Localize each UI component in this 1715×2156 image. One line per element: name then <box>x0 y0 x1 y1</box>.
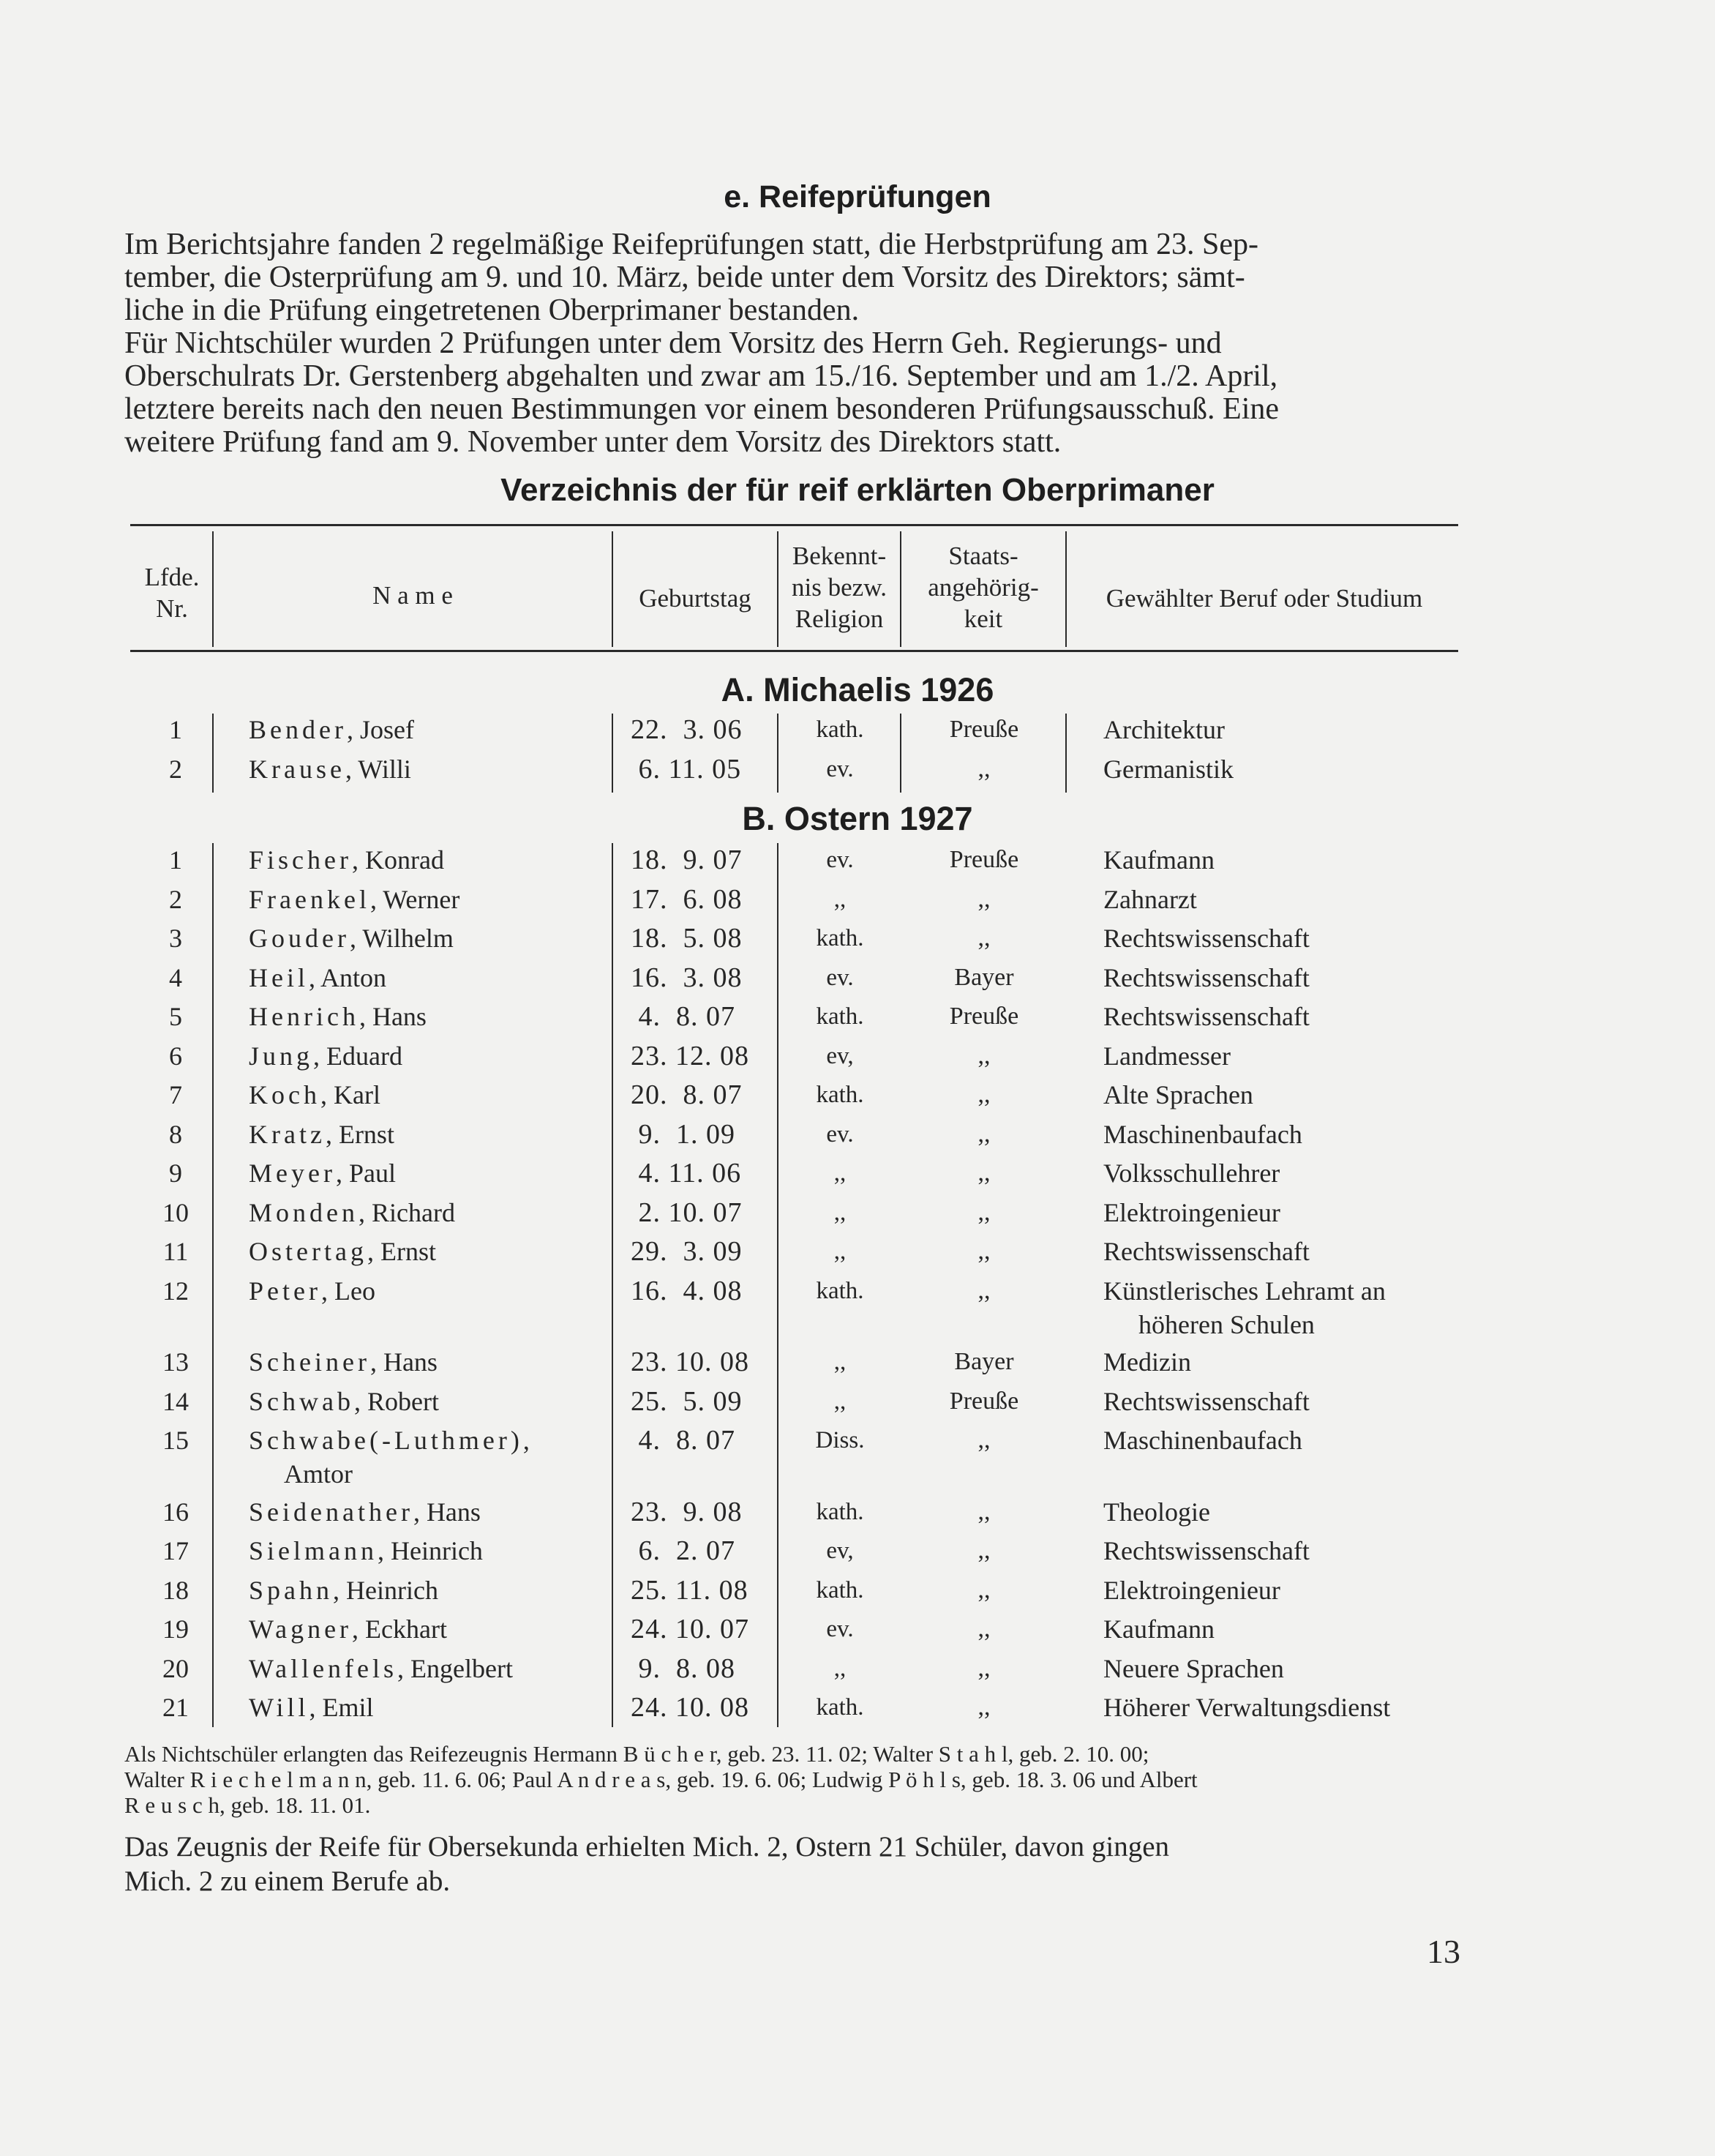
row-surname: Seidenather <box>249 1497 413 1527</box>
header-birthday: Geburtstag <box>639 584 751 613</box>
row-nationality: ,, <box>977 1497 991 1525</box>
row-surname: Henrich <box>249 1002 359 1031</box>
row-career: Germanistik <box>1103 755 1234 784</box>
row-religion: kath. <box>816 925 864 951</box>
row-name <box>249 1235 436 1268</box>
intro-line: tember, die Osterprüfung am 9. und 10. März, beide unter dem Vorsitz des Direktors; sämt- <box>124 261 1245 294</box>
row-career: Rechtswissenschaft <box>1103 1002 1310 1031</box>
row-given-name: , Eduard <box>313 1041 402 1071</box>
row-surname: Ostertag <box>249 1237 367 1266</box>
row-birthday: 4. 11. 06 <box>631 1158 742 1189</box>
row-career: Künstlerisches Lehramt an <box>1103 1276 1386 1306</box>
header-name: N a m e <box>372 581 453 610</box>
row-career: Alte Sprachen <box>1103 1080 1253 1109</box>
row-surname: Sielmann <box>249 1536 378 1565</box>
row-birthday: 20. 8. 07 <box>631 1079 743 1110</box>
row-religion: ev, <box>826 1538 854 1564</box>
row-career: Medizin <box>1103 1347 1191 1377</box>
row-name <box>249 844 444 876</box>
row-birthday: 9. 1. 09 <box>631 1118 735 1150</box>
row-surname: Jung <box>249 1041 314 1071</box>
row-name <box>249 962 386 994</box>
row-number: 21 <box>162 1693 189 1722</box>
row-number: 12 <box>162 1276 189 1306</box>
table-row <box>0 1346 1715 1385</box>
row-number: 1 <box>169 715 182 744</box>
row-number: 6 <box>169 1041 182 1071</box>
row-career: Rechtswissenschaft <box>1103 962 1310 992</box>
row-name <box>249 1691 374 1723</box>
row-surname: Fraenkel <box>249 884 370 914</box>
row-name <box>249 1652 513 1685</box>
row-birthday: 17. 6. 08 <box>631 883 743 915</box>
row-given-name: , Emil <box>309 1693 374 1722</box>
row-surname: Spahn <box>249 1575 333 1605</box>
row-birthday: 24. 10. 07 <box>631 1614 749 1644</box>
row-number: 15 <box>162 1426 189 1455</box>
header-religion-line: Religion <box>795 604 884 633</box>
row-nationality: Bayer <box>954 963 1014 991</box>
row-surname: Wagner <box>249 1614 353 1644</box>
row-religion: Diss. <box>815 1427 865 1453</box>
row-career: Neuere Sprachen <box>1103 1653 1284 1683</box>
row-name <box>249 1118 394 1150</box>
row-name <box>249 714 414 746</box>
row-name <box>249 1535 483 1567</box>
table-row <box>0 1496 1715 1535</box>
row-birthday: 22. 3. 06 <box>631 714 743 745</box>
row-name <box>249 1424 530 1456</box>
row-religion: ev, <box>826 1042 854 1069</box>
row-career: Maschinenbaufach <box>1103 1426 1302 1455</box>
row-birthday: 24. 10. 08 <box>631 1692 749 1723</box>
row-number: 20 <box>162 1653 189 1683</box>
row-birthday: 4. 8. 07 <box>631 1425 735 1456</box>
table-row <box>0 1118 1715 1158</box>
final-line: Mich. 2 zu einem Berufe ab. <box>124 1865 451 1897</box>
row-religion: kath. <box>816 1082 864 1108</box>
row-nationality: ,, <box>977 1120 991 1148</box>
row-religion: ,, <box>833 1655 847 1682</box>
table-row <box>0 1691 1715 1731</box>
row-name <box>249 1000 427 1033</box>
row-religion: ev. <box>826 1120 854 1148</box>
row-career: Landmesser <box>1103 1041 1231 1071</box>
row-career: Rechtswissenschaft <box>1103 1237 1310 1266</box>
row-nationality: Bayer <box>954 1348 1014 1375</box>
row-given-name: , Ernst <box>367 1237 436 1266</box>
intro-line: Für Nichtschüler wurden 2 Prüfungen unter dem Vorsitz des Herrn Geh. Regierungs- und <box>124 326 1222 360</box>
section-b-title: B. Ostern 1927 <box>742 800 973 837</box>
header-nationality-line: angehörig- <box>928 573 1039 602</box>
row-career: Rechtswissenschaft <box>1103 1536 1310 1565</box>
row-surname: Monden <box>249 1197 359 1227</box>
row-surname: Schwab <box>249 1386 354 1416</box>
row-surname: Scheiner <box>249 1347 370 1377</box>
row-name <box>249 1275 375 1307</box>
row-name <box>249 753 411 785</box>
row-religion: ,, <box>833 1160 847 1186</box>
final-paragraph <box>124 1830 1469 1898</box>
row-birthday: 4. 8. 07 <box>631 1001 735 1032</box>
row-nationality: ,, <box>977 1198 991 1226</box>
header-nationality-line: keit <box>964 604 1003 633</box>
row-religion: kath. <box>816 1576 864 1603</box>
row-number: 3 <box>169 924 182 953</box>
row-given-name: , Anton <box>308 962 386 992</box>
intro-paragraph <box>124 228 1469 459</box>
row-birthday: 18. 5. 08 <box>631 923 743 954</box>
row-religion: ev. <box>826 756 854 782</box>
row-birthday: 25. 5. 09 <box>631 1385 743 1417</box>
table-row <box>0 1275 1715 1339</box>
row-name <box>249 1385 439 1418</box>
row-given-name: , Ernst <box>325 1119 394 1149</box>
header-religion-line: nis bezw. <box>792 573 887 602</box>
row-religion: ev. <box>826 964 854 991</box>
row-religion: kath. <box>816 1498 864 1525</box>
row-career: Höherer Verwaltungsdienst <box>1103 1693 1391 1722</box>
footnote <box>124 1741 1469 1818</box>
row-surname: Peter <box>249 1276 321 1306</box>
row-nationality: ,, <box>977 1041 991 1069</box>
row-name <box>249 1197 455 1229</box>
row-surname: Will <box>249 1693 309 1722</box>
row-birthday: 16. 4. 08 <box>631 1275 743 1306</box>
row-surname: Gouder <box>249 924 350 953</box>
row-career-continued: höheren Schulen <box>1138 1309 1315 1339</box>
footnote-line: R e u s c h, geb. 18. 11. 01. <box>124 1792 371 1818</box>
row-number: 14 <box>162 1386 189 1416</box>
row-given-name: , Eckhart <box>352 1614 447 1644</box>
row-given-name: , Robert <box>353 1386 439 1416</box>
row-number: 18 <box>162 1575 189 1605</box>
table-row <box>0 1235 1715 1275</box>
row-number: 5 <box>169 1002 182 1031</box>
row-given-name: , Heinrich <box>377 1536 483 1565</box>
row-given-name: , Werner <box>369 884 460 914</box>
row-surname: Krause <box>249 755 345 784</box>
row-birthday: 23. 12. 08 <box>631 1040 749 1071</box>
row-nationality: ,, <box>977 1238 991 1265</box>
row-religion: kath. <box>816 1003 864 1030</box>
row-nationality: ,, <box>977 1537 991 1564</box>
intro-line: Im Berichtsjahre fanden 2 regelmäßige Reifeprüfungen statt, die Herbstprüfung am 23. Sep- <box>124 228 1259 261</box>
footnote-line: Walter R i e c h e l m a n n, geb. 11. 6. 06; Paul A n d r e a s, geb. 19. 6. 06; Ludwig P ö h l s, geb. 18. 3. 06 und Albert <box>124 1767 1198 1792</box>
row-nationality: ,, <box>977 1615 991 1642</box>
row-surname: Wallenfels <box>249 1653 398 1683</box>
row-religion: ev. <box>826 847 854 873</box>
row-career: Theologie <box>1103 1497 1210 1527</box>
table-row <box>0 1535 1715 1574</box>
row-name-continued: Amtor <box>284 1459 353 1489</box>
row-surname: Schwabe(-Luthmer) <box>249 1426 523 1455</box>
table-row <box>0 962 1715 1001</box>
table-row <box>0 1424 1715 1489</box>
row-number: 9 <box>169 1159 182 1188</box>
row-number: 19 <box>162 1614 189 1644</box>
row-surname: Bender <box>249 715 347 744</box>
row-name <box>249 1079 380 1111</box>
row-religion: kath. <box>816 1277 864 1304</box>
row-nationality: ,, <box>977 1159 991 1186</box>
table-row <box>0 1079 1715 1118</box>
row-number: 2 <box>169 884 182 914</box>
row-nationality: ,, <box>977 1693 991 1721</box>
row-birthday: 25. 11. 08 <box>631 1574 748 1606</box>
table-row <box>0 1652 1715 1692</box>
row-religion: kath. <box>816 1694 864 1721</box>
row-nationality: ,, <box>977 1654 991 1682</box>
row-given-name: , Wilhelm <box>349 924 454 953</box>
intro-line: letztere bereits nach den neuen Bestimmungen vor einem besonderen Prüfungsausschuß. Eine <box>124 392 1280 426</box>
row-nationality: Preuße <box>949 846 1019 873</box>
table-row <box>0 1040 1715 1079</box>
row-nationality: ,, <box>977 1576 991 1603</box>
row-birthday: 23. 10. 08 <box>631 1347 749 1377</box>
section-heading: e. Reifeprüfungen <box>724 179 991 214</box>
row-career: Rechtswissenschaft <box>1103 1386 1310 1416</box>
row-religion: ,, <box>833 1388 847 1415</box>
row-name <box>249 1574 438 1606</box>
row-name <box>249 1496 481 1528</box>
table-top-rule <box>130 524 1458 526</box>
row-given-name: , Hans <box>369 1347 438 1377</box>
row-name <box>249 1346 438 1378</box>
row-name <box>249 883 459 916</box>
row-nationality: Preuße <box>949 1387 1019 1415</box>
row-career: Kaufmann <box>1103 845 1215 875</box>
row-religion: ev. <box>826 1616 854 1642</box>
row-name <box>249 1613 447 1645</box>
row-given-name: , Karl <box>320 1080 380 1109</box>
row-career: Maschinenbaufach <box>1103 1119 1302 1149</box>
row-nationality: ,, <box>977 924 991 951</box>
row-number: 4 <box>169 962 182 992</box>
row-given-name: , Josef <box>346 715 414 744</box>
row-name <box>249 1040 402 1072</box>
row-number: 8 <box>169 1119 182 1149</box>
row-given-name: , Paul <box>335 1159 396 1188</box>
row-name <box>249 1157 396 1189</box>
header-religion-line: Bekennt- <box>792 542 887 570</box>
header-nationality-line: Staats- <box>948 542 1018 570</box>
row-nationality: Preuße <box>949 1003 1019 1030</box>
row-birthday: 29. 3. 09 <box>631 1236 743 1267</box>
row-given-name: , Heinrich <box>333 1575 438 1605</box>
intro-line: liche in die Prüfung eingetretenen Oberprimaner bestanden. <box>124 293 860 327</box>
row-nationality: ,, <box>977 755 991 782</box>
row-religion: ,, <box>833 886 847 913</box>
page-number: 13 <box>1427 1933 1460 1970</box>
final-line: Das Zeugnis der Reife für Obersekunda erhielten Mich. 2, Ostern 21 Schüler, davon gingen <box>124 1831 1170 1863</box>
row-birthday: 16. 3. 08 <box>631 962 743 993</box>
table-row <box>0 714 1715 753</box>
row-birthday: 9. 8. 08 <box>631 1652 735 1684</box>
row-nationality: ,, <box>977 1081 991 1108</box>
row-given-name: , Leo <box>320 1276 375 1306</box>
table-title: Verzeichnis der für reif erklärten Oberprimaner <box>500 472 1215 508</box>
row-surname: Koch <box>249 1080 320 1109</box>
row-number: 7 <box>169 1080 182 1109</box>
row-number: 16 <box>162 1497 189 1527</box>
table-row <box>0 844 1715 883</box>
header-nationality <box>901 540 1065 635</box>
row-given-name: , Engelbert <box>397 1653 513 1683</box>
row-birthday: 18. 9. 07 <box>631 845 743 875</box>
row-career: Elektroingenieur <box>1103 1197 1280 1227</box>
row-career: Zahnarzt <box>1103 884 1197 914</box>
row-birthday: 23. 9. 08 <box>631 1496 743 1527</box>
row-religion: ,, <box>833 1199 847 1226</box>
row-number: 17 <box>162 1536 189 1565</box>
header-nr-line: Nr. <box>156 594 188 623</box>
row-number: 13 <box>162 1347 189 1377</box>
row-religion: ,, <box>833 1349 847 1375</box>
section-a-title: A. Michaelis 1926 <box>721 671 994 708</box>
row-surname: Kratz <box>249 1119 326 1149</box>
row-given-name: , Willi <box>345 755 411 784</box>
table-row <box>0 753 1715 793</box>
table-row <box>0 922 1715 962</box>
row-nationality: ,, <box>977 1276 991 1304</box>
row-surname: Fischer <box>249 845 352 875</box>
row-number: 1 <box>169 845 182 875</box>
intro-line: Oberschulrats Dr. Gerstenberg abgehalten und zwar am 15./16. September und am 1./2. April, <box>124 359 1278 393</box>
table-row <box>0 1000 1715 1040</box>
header-nr <box>132 561 212 624</box>
row-surname: Heil <box>249 962 309 992</box>
intro-line: weitere Prüfung fand am 9. November unter dem Vorsitz des Direktors statt. <box>124 425 1062 459</box>
row-given-name: , Hans <box>359 1002 427 1031</box>
row-career: Kaufmann <box>1103 1614 1215 1644</box>
row-name <box>249 922 454 954</box>
row-nationality: ,, <box>977 1426 991 1453</box>
header-religion <box>778 540 900 635</box>
row-career: Volksschullehrer <box>1103 1159 1280 1188</box>
table-row <box>0 1197 1715 1236</box>
row-religion: kath. <box>816 716 864 743</box>
row-religion: ,, <box>833 1238 847 1265</box>
row-career: Rechtswissenschaft <box>1103 924 1310 953</box>
header-career: Gewählter Beruf oder Studium <box>1106 584 1423 613</box>
row-career: Architektur <box>1103 715 1225 744</box>
row-nationality: Preuße <box>949 716 1019 743</box>
row-birthday: 2. 10. 07 <box>631 1197 743 1228</box>
table-row <box>0 1385 1715 1425</box>
row-birthday: 6. 11. 05 <box>631 754 742 785</box>
row-given-name: , Hans <box>413 1497 481 1527</box>
row-number: 11 <box>162 1237 189 1266</box>
row-surname: Meyer <box>249 1159 336 1188</box>
row-number: 10 <box>162 1197 189 1227</box>
table-row <box>0 1157 1715 1197</box>
row-given-name: , Richard <box>359 1197 455 1227</box>
table-row <box>0 883 1715 923</box>
table-row <box>0 1574 1715 1614</box>
row-number: 2 <box>169 755 182 784</box>
header-bottom-rule <box>130 650 1458 652</box>
row-nationality: ,, <box>977 885 991 913</box>
row-given-name: , Konrad <box>351 845 444 875</box>
row-career: Elektroingenieur <box>1103 1575 1280 1605</box>
header-nr-line: Lfde. <box>144 563 200 591</box>
table-row <box>0 1613 1715 1652</box>
row-given-name: , <box>522 1426 530 1455</box>
row-birthday: 6. 2. 07 <box>631 1535 735 1566</box>
footnote-line: Als Nichtschüler erlangten das Reifezeugnis Hermann B ü c h e r, geb. 23. 11. 02; Walter S t a h l, geb. 2. 10. 00; <box>124 1741 1149 1767</box>
